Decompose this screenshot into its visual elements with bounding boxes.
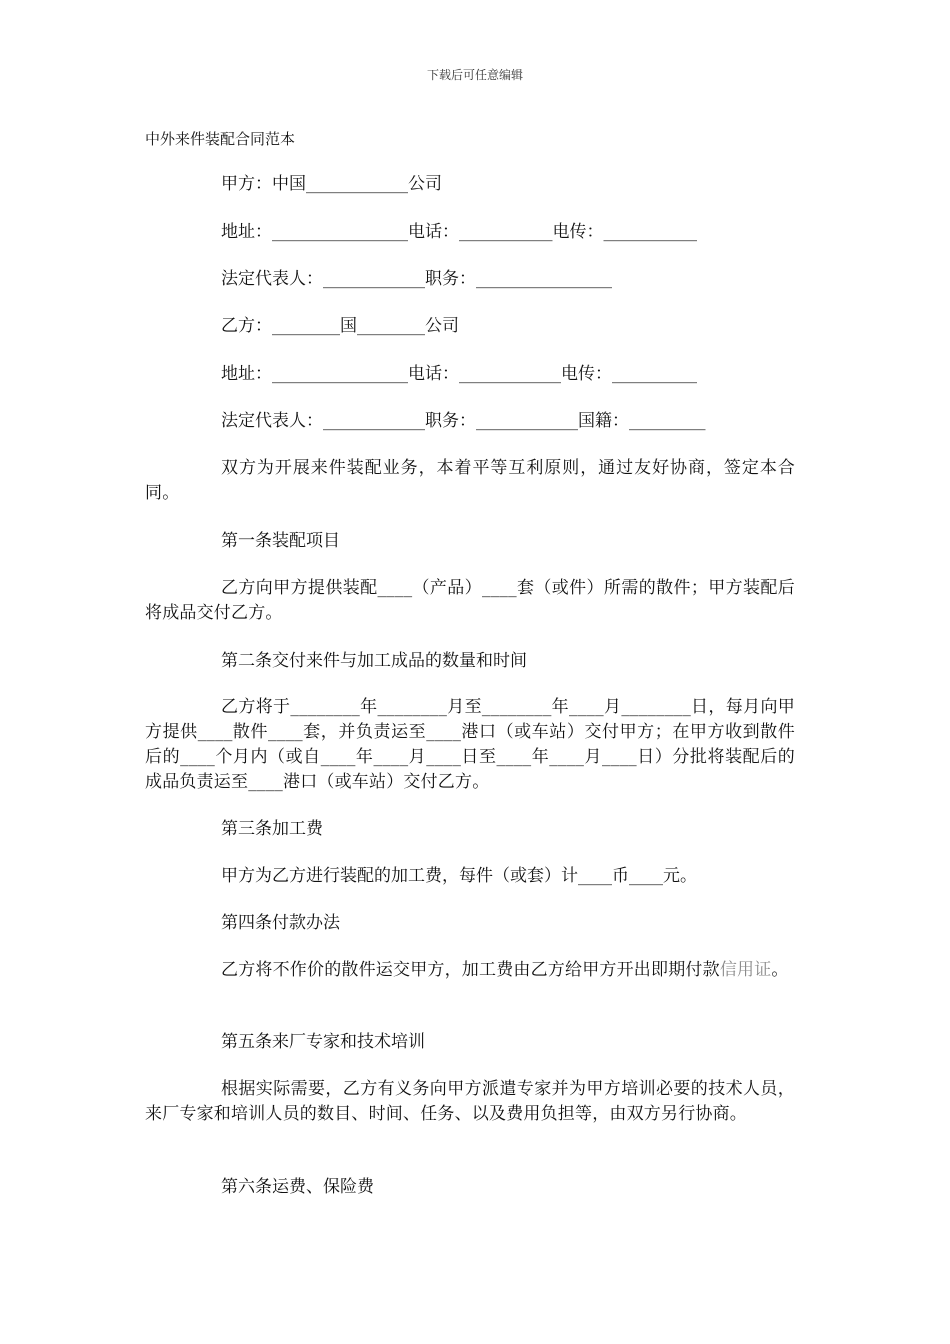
party-a-line: 甲方：中国____________公司 [221, 174, 442, 194]
party-a-representative: 法定代表人：____________职务：________________ [221, 269, 612, 289]
article-4-period: 。 [771, 960, 789, 980]
article-1-body: 乙方向甲方提供装配____（产品）____套（或件）所需的散件；甲方装配后将成品交付乙方。 [145, 578, 795, 623]
party-b-representative: 法定代表人：____________职务：____________国籍：_________ [221, 411, 706, 431]
article-2-title: 第二条交付来件与加工成品的数量和时间 [221, 651, 527, 671]
letter-of-credit-link[interactable]: 信用证 [719, 960, 772, 980]
party-b-line: 乙方：________国________公司 [221, 316, 459, 336]
article-5-body: 根据实际需要，乙方有义务向甲方派遣专家并为甲方培训必要的技术人员，来厂专家和培训人员的数目、时间、任务、以及费用负担等，由双方另行协商。 [145, 1079, 795, 1124]
article-4-text: 乙方将不作价的散件运交甲方，加工费由乙方给甲方开出即期付款 [221, 960, 720, 980]
article-5-title: 第五条来厂专家和技术培训 [221, 1032, 425, 1052]
article-4-title: 第四条付款办法 [221, 913, 340, 933]
party-b-address: 地址：________________电话：____________电传：__________ [221, 364, 697, 384]
article-4-body [145, 958, 795, 983]
party-a-address: 地址：________________电话：___________电传：___________ [221, 222, 697, 242]
article-3-title: 第三条加工费 [221, 819, 323, 839]
page-header: 下载后可任意编辑 [426, 68, 523, 82]
article-1-title: 第一条装配项目 [221, 531, 340, 551]
article-6-title: 第六条运费、保险费 [221, 1177, 374, 1197]
article-3-body: 甲方为乙方进行装配的加工费，每件（或套）计____币____元。 [221, 866, 697, 886]
article-2-body: 乙方将于________年________月至________年____月________日，每月向甲方提供____散件____套，并负责运至____港口（或车站）交付甲方；在甲方收到散件后的____个月内（或自____年____月____日至____年____月____日）分批将装配后的成品负责运至____港口（或车站）交付乙方。 [145, 697, 795, 792]
intro-paragraph: 双方为开展来件装配业务，本着平等互利原则，通过友好协商，签定本合同。 [145, 458, 795, 503]
document-title: 中外来件装配合同范本 [145, 130, 296, 148]
